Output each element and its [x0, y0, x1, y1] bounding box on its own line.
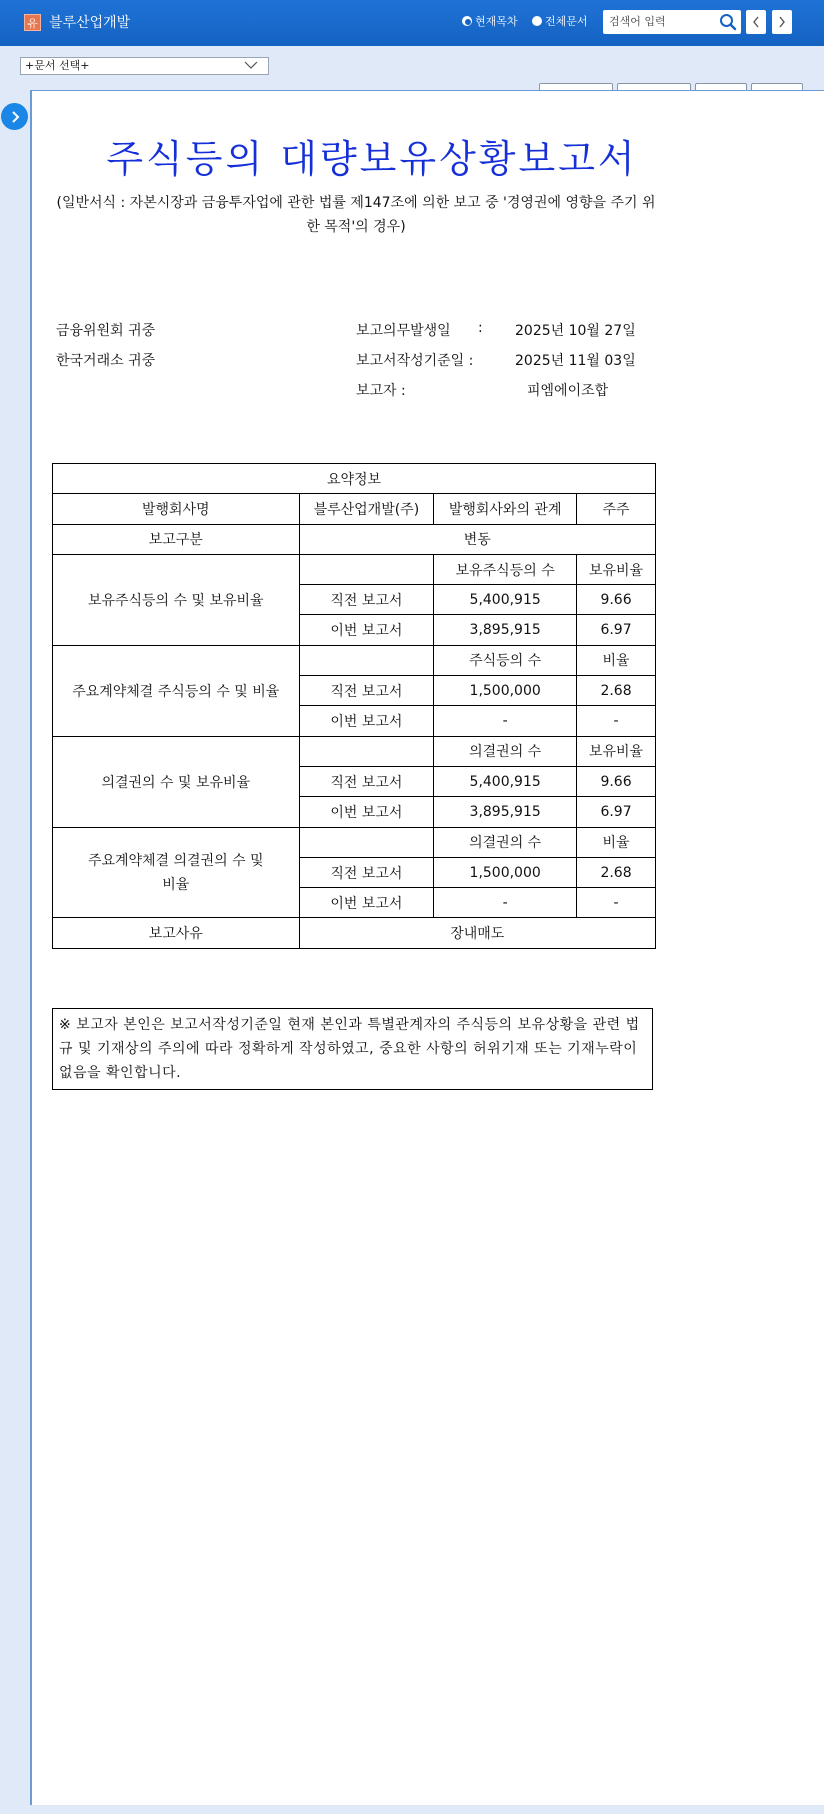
radio-current-toc-label: 현재목차: [475, 15, 518, 28]
radio-all-docs[interactable]: [532, 13, 588, 29]
row-name: 이번 보고서: [299, 797, 434, 827]
section-label: 보유주식등의 수 및 보유비율: [53, 554, 300, 645]
table-row: [53, 918, 656, 948]
sidebar-toggle-button[interactable]: [1, 103, 28, 130]
column-header: 의결권의 수: [434, 827, 577, 857]
chevron-left-icon: [752, 16, 760, 28]
table-row: [53, 554, 656, 584]
column-header: 보유주식등의 수: [434, 554, 577, 584]
column-header: 보유비율: [577, 554, 656, 584]
row-ratio: 2.68: [577, 857, 656, 887]
row-count: 5,400,915: [434, 766, 577, 796]
issuer-label: 발행회사명: [53, 494, 300, 524]
row-ratio: 9.66: [577, 585, 656, 615]
row-ratio: 2.68: [577, 676, 656, 706]
chevron-down-icon: [244, 61, 258, 70]
prev-result-button[interactable]: [746, 10, 766, 34]
row-ratio: 6.97: [577, 797, 656, 827]
company-logo: 유: [24, 14, 41, 31]
reason-value: 장내매도: [299, 918, 655, 948]
row-name: 직전 보고서: [299, 857, 434, 887]
row-ratio: -: [577, 888, 656, 918]
top-header: [0, 0, 824, 46]
table-row: [53, 524, 656, 554]
document-subtitle: (일반서식 : 자본시장과 금융투자업에 관한 법률 제147조에 의한 보고 중 '경영권에 영향을 주기 위한 목적'의 경우): [56, 195, 656, 235]
table-header: 요약정보: [53, 464, 656, 494]
base-date-label: 보고서작성기준일 :: [356, 353, 474, 369]
column-header: 주식등의 수: [434, 645, 577, 675]
relation-label: 발행회사와의 관계: [434, 494, 577, 524]
row-count: -: [434, 706, 577, 736]
report-type-label: 보고구분: [53, 524, 300, 554]
row-ratio: 6.97: [577, 615, 656, 645]
row-name: 직전 보고서: [299, 766, 434, 796]
table-row: [53, 645, 656, 675]
reason-label: 보고사유: [53, 918, 300, 948]
chevron-right-icon: [10, 111, 20, 123]
section-label: 의결권의 수 및 보유비율: [53, 736, 300, 827]
radio-current-toc[interactable]: [462, 13, 518, 29]
summary-table: [52, 463, 656, 949]
column-header: 비율: [577, 827, 656, 857]
recipient-fsc: 금융위원회 귀중: [56, 323, 156, 339]
row-count: 1,500,000: [434, 857, 577, 887]
row-name: 직전 보고서: [299, 585, 434, 615]
row-name: 이번 보고서: [299, 888, 434, 918]
radio-selected-icon: [462, 16, 472, 26]
row-count: -: [434, 888, 577, 918]
search-input[interactable]: [609, 12, 709, 30]
reporter-value: 피엠에이조합: [527, 383, 609, 399]
section-label: 주요계약체결 주식등의 수 및 비율: [53, 645, 300, 736]
next-result-button[interactable]: [772, 10, 792, 34]
document-title: 주식등의 대량보유상황보고서: [106, 137, 638, 181]
row-count: 5,400,915: [434, 585, 577, 615]
section-label: 주요계약체결 의결권의 수 및 비율: [53, 827, 300, 918]
search-icon[interactable]: [719, 13, 737, 31]
row-count: 3,895,915: [434, 797, 577, 827]
document-select-value: +문서 선택+: [25, 59, 90, 72]
chevron-right-icon: [778, 16, 786, 28]
radio-all-docs-label: 전체문서: [545, 15, 588, 28]
table-row: [53, 827, 656, 857]
row-name: 이번 보고서: [299, 615, 434, 645]
row-count: 3,895,915: [434, 615, 577, 645]
obligation-date-value: 2025년 10월 27일: [515, 323, 636, 339]
search-box: [603, 10, 741, 34]
column-header: 의결권의 수: [434, 736, 577, 766]
company-name: 블루산업개발: [49, 15, 131, 31]
reporter-label: 보고자 :: [356, 383, 406, 399]
table-row: [53, 494, 656, 524]
document-select[interactable]: [20, 57, 269, 75]
document-viewer[interactable]: [30, 90, 824, 1805]
obligation-date-label: 보고의무발생일: [356, 323, 451, 339]
recipient-krx: 한국거래소 귀중: [56, 353, 156, 369]
confirmation-notice: ※ 보고자 본인은 보고서작성기준일 현재 본인과 특별관계자의 주식등의 보유상황을 관련 법규 및 기재상의 주의에 따라 정확하게 작성하였고, 중요한 사항의 허위기재 또는 기재누락이 없음을 확인합니다.: [52, 1008, 653, 1090]
row-ratio: 9.66: [577, 766, 656, 796]
table-row: [53, 464, 656, 494]
report-type-value: 변동: [299, 524, 655, 554]
row-name: 이번 보고서: [299, 706, 434, 736]
row-ratio: -: [577, 706, 656, 736]
row-name: 직전 보고서: [299, 676, 434, 706]
column-header: 비율: [577, 645, 656, 675]
base-date-value: 2025년 11월 03일: [515, 353, 636, 369]
column-header: 보유비율: [577, 736, 656, 766]
issuer-name: 블루산업개발(주): [299, 494, 434, 524]
relation-value: 주주: [577, 494, 656, 524]
radio-unselected-icon: [532, 16, 542, 26]
table-row: [53, 736, 656, 766]
obligation-date-colon: :: [478, 320, 483, 336]
row-count: 1,500,000: [434, 676, 577, 706]
